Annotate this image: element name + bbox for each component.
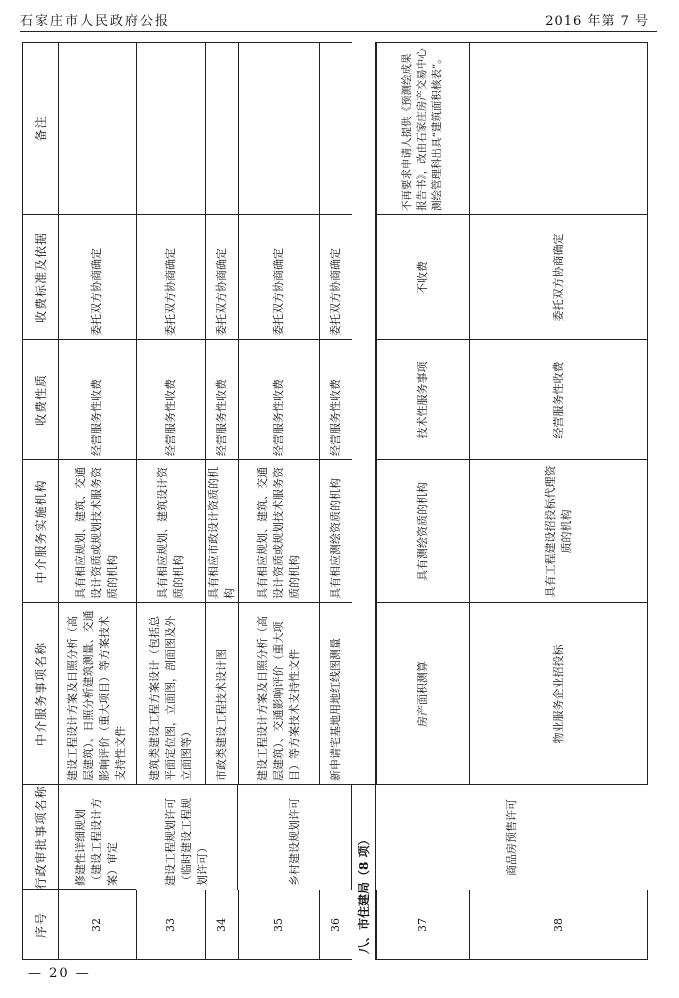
page-number: — 20 — (28, 966, 91, 981)
approval-name: 商品房预售许可 (376, 785, 648, 890)
agency: 具有相应规划、建筑设计资质的机构 (155, 467, 185, 599)
approval-name: 修建性详细规划（建设工程设计方案）审定 (74, 798, 119, 886)
fee-nature: 经营服务性收费 (214, 379, 228, 456)
service-name: 房产面积测算 (415, 661, 429, 727)
fee-nature: 技术性服务事项 (415, 361, 429, 439)
fee-basis: 委托双方协商确定 (551, 233, 565, 322)
service-name: 建设工程设计方案及日照分析（高层建筑）、交通影响评价（重大项目）等方案技术支持性文件 (255, 616, 301, 781)
agency: 具有相应规划、建筑、交通设计资质或规划技术服务资质的机构 (74, 467, 119, 599)
row-no: 33 (163, 918, 177, 932)
col-header-no: 序号 (33, 912, 48, 939)
fee-basis: 委托双方协商确定 (163, 248, 177, 336)
col-divider (22, 784, 648, 785)
header-rule (20, 31, 657, 32)
remark: 不再要求申请人提供《预测绘成果报告书》，改由石家庄房产交易中心测绘管理科出具“建筑面积核表”。 (401, 48, 443, 211)
col-header-agency: 中介服务实施机构 (33, 479, 48, 584)
fee-basis: 不收费 (415, 261, 429, 294)
fee-basis: 委托双方协商确定 (271, 248, 285, 336)
approval-name: 乡村建设规划许可 (238, 785, 352, 890)
approval-table (22, 42, 648, 960)
row-no: 34 (214, 918, 228, 932)
fee-nature: 经营服务性收费 (551, 361, 565, 439)
row-no: 36 (328, 918, 342, 932)
row-no: 35 (271, 918, 285, 932)
service-name: 物业服务企业招投标 (551, 644, 565, 744)
col-header-note: 备注 (33, 115, 48, 142)
issue-number: 2016 年第 7 号 (545, 14, 649, 29)
agency: 具有测绘资质的机构 (415, 482, 429, 581)
service-name: 建筑类建设工程方案设计（包括总平面定位图，立面图，剖面图及外立面图等） (147, 616, 193, 781)
fee-basis: 委托双方协商确定 (214, 248, 228, 336)
fee-nature: 经营服务性收费 (163, 379, 177, 456)
agency: 具有相应规划、建筑、交通设计资质或规划技术服务资质的机构 (255, 467, 301, 599)
fee-nature: 经营服务性收费 (271, 379, 285, 456)
agency: 具有相应市政设计资质的机构 (206, 467, 236, 599)
fee-basis: 委托双方协商确定 (328, 248, 342, 336)
service-name: 市政类建设工程技术设计图 (214, 649, 228, 781)
fee-basis: 委托双方协商确定 (90, 248, 103, 336)
service-name: 新申请宅基地用地红线图测量 (328, 638, 342, 781)
row-no: 37 (415, 918, 429, 932)
col-header-service: 中介服务事项名称 (33, 642, 48, 747)
col-header-approval: 行政审批事项名称 (33, 785, 48, 890)
agency: 具有工程建设招投标代理资质的机构 (543, 465, 573, 598)
publication-title: 石家庄市人民政府公报 (20, 14, 171, 29)
fee-nature: 经营服务性收费 (90, 379, 103, 456)
agency: 具有相应测绘资质的机构 (328, 478, 342, 599)
row-no: 32 (90, 918, 103, 932)
service-name: 建设工程设计方案及日照分析（高层建筑）、日照分析建筑测量、交通影响评价（重大项目）等方案技术支持性文件 (66, 610, 127, 781)
col-header-nature: 收费性质 (33, 374, 48, 427)
row-no: 38 (551, 918, 565, 932)
section-heading: 八、市住建局（8 项） (352, 42, 376, 960)
col-header-basis: 收费标准及依据 (33, 232, 48, 324)
approval-name: 建设工程规划许可（临时建设工程规划许可） (136, 785, 238, 890)
table-wrapper (22, 42, 648, 960)
fee-nature: 经营服务性收费 (328, 379, 342, 456)
